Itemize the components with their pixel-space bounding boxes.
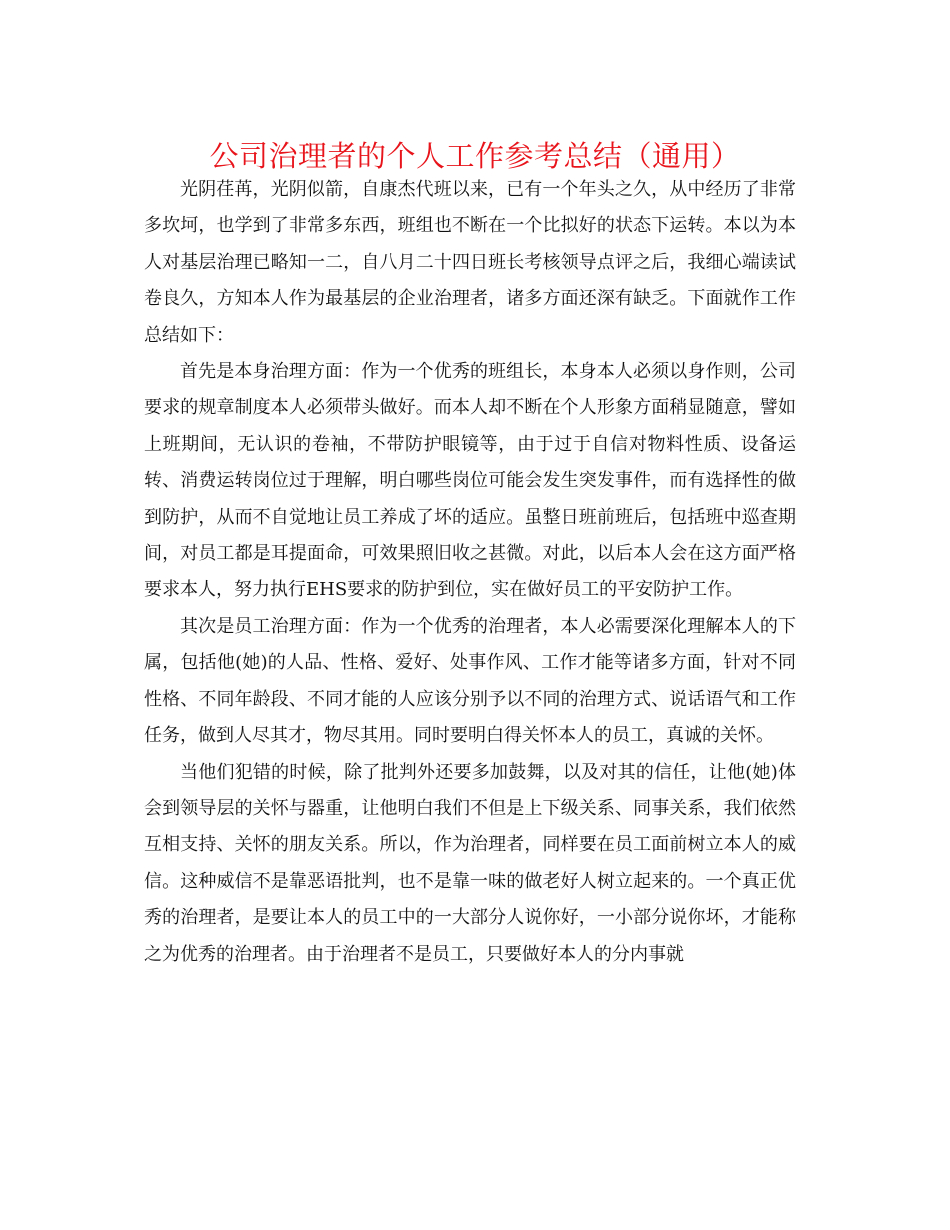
paragraph-self-management: 首先是本身治理方面：作为一个优秀的班组长，本身本人必须以身作则，公司要求的规章制度本人必须带头做好。而本人却不断在个人形象方面稍显随意，譬如上班期间，无认识的卷袖，不带防护眼镜等，由于过于自信对物料性质、设备运转、消费运转岗位过于理解，明白哪些岗位可能会发生突发事件，而有选择性的做到防护，从而不自觉地让员工养成了坏的适应。虽整日班前班后，包括班中巡查期间，对员工都是耳提面命，可效果照旧收之甚微。对此，以后本人会在这方面严格要求本人，努力执行EHS要求的防护到位，实在做好员工的平安防护工作。 xyxy=(144,361,796,601)
paragraph-intro: 光阴荏苒，光阴似箭，自康杰代班以来，已有一个年头之久，从中经历了非常多坎坷，也学到了非常多东西，班组也不断在一个比拟好的状态下运转。本以为本人对基层治理已略知一二，自八月二十四日班长考核领导点评之后，我细心端读试卷良久，方知本人作为最基层的企业治理者，诸多方面还深有缺乏。下面就作工作总结如下： xyxy=(144,179,796,346)
document-title: 公司治理者的个人工作参考总结（通用） xyxy=(209,139,741,173)
paragraph-staff-management: 其次是员工治理方面：作为一个优秀的治理者，本人必需要深化理解本人的下属，包括他(她)的人品、性格、爱好、处事作风、工作才能等诸多方面，针对不同性格、不同年龄段、不同才能的人应该分别予以不同的治理方式、说话语气和工作任务，做到人尽其才，物尽其用。同时要明白得关怀本人的员工，真诚的关怀。 xyxy=(144,615,796,747)
document-body xyxy=(144,172,796,973)
paragraph-encouragement: 当他们犯错的时候，除了批判外还要多加鼓舞，以及对其的信任，让他(她)体会到领导层的关怀与器重，让他明白我们不但是上下级关系、同事关系，我们依然互相支持、关怀的朋友关系。所以，作为治理者，同样要在员工面前树立本人的威信。这种威信不是靠恶语批判，也不是靠一味的做老好人树立起来的。一个真正优秀的治理者，是要让本人的员工中的一大部分人说你好，一小部分说你坏，才能称之为优秀的治理者。由于治理者不是员工，只要做好本人的分内事就 xyxy=(144,761,796,965)
